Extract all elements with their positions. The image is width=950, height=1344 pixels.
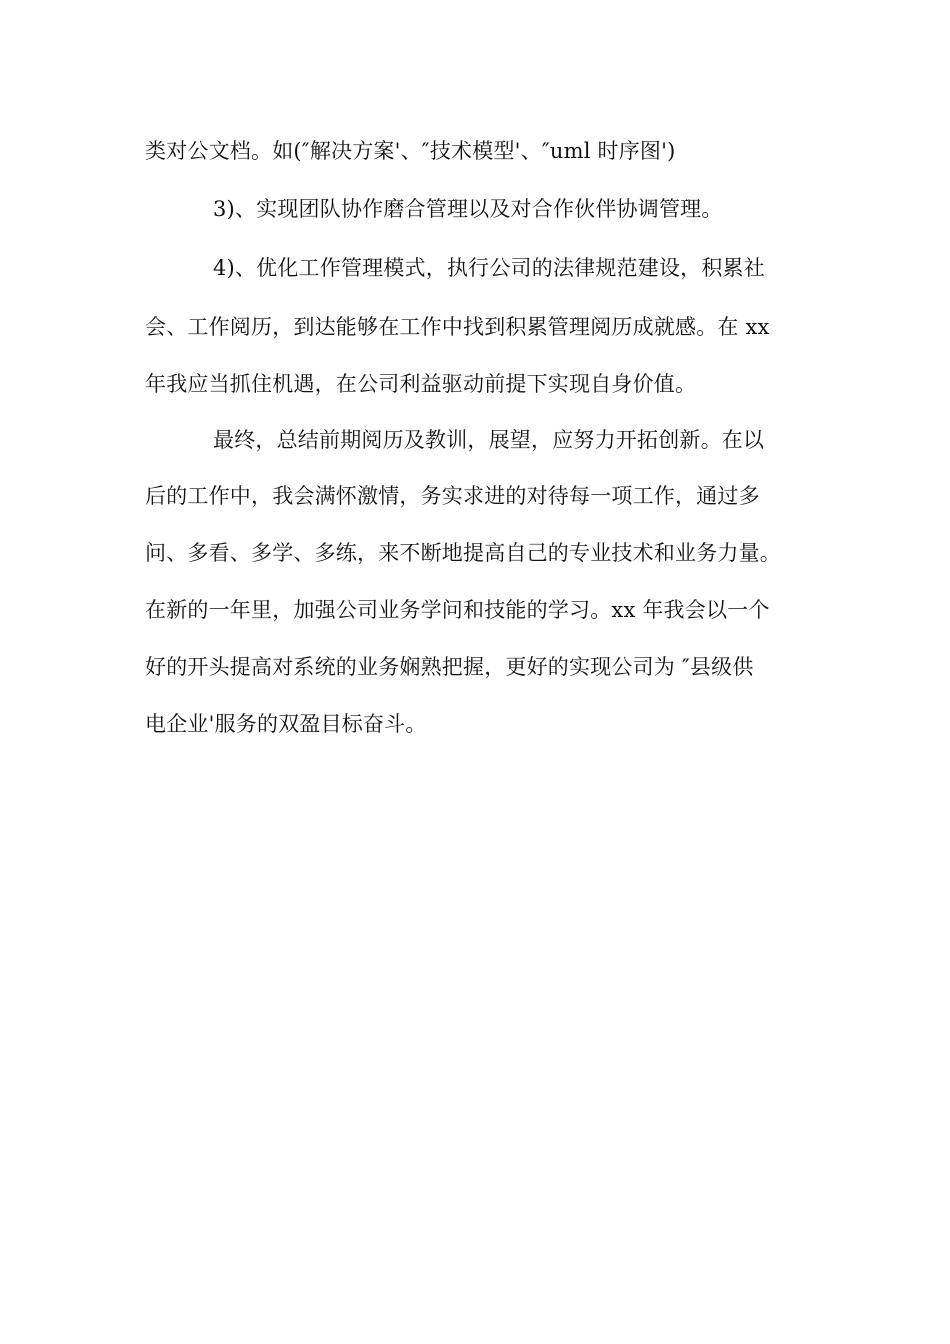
text-line-10: 好的开头提高对系统的业务娴熟把握，更好的实现公司为 ″县级供 xyxy=(145,655,754,679)
text-line-4: 会、工作阅历，到达能够在工作中找到积累管理阅历成就感。在 xx xyxy=(145,315,770,339)
text-line-2: 3)、实现团队协作磨合管理以及对合作伙伴协调管理。 xyxy=(213,197,723,221)
text-line-5: 年我应当抓住机遇，在公司利益驱动前提下实现自身价值。 xyxy=(145,372,697,396)
text-line-11: 电企业'服务的双盈目标奋斗。 xyxy=(145,712,427,736)
text-line-7: 后的工作中，我会满怀激情，务实求进的对待每一项工作，通过多 xyxy=(145,484,760,508)
text-line-9: 在新的一年里，加强公司业务学问和技能的学习。xx 年我会以一个 xyxy=(145,598,770,622)
text-line-6: 最终，总结前期阅历及教训，展望，应努力开拓创新。在以 xyxy=(213,428,765,452)
text-line-3: 4)、优化工作管理模式，执行公司的法律规范建设，积累社 xyxy=(213,256,765,280)
text-line-8: 问、多看、多学、多练，来不断地提高自己的专业技术和业务力量。 xyxy=(145,541,781,565)
text-line-1: 类对公文档。如(″解决方案'、″技术模型'、″uml 时序图') xyxy=(145,139,676,163)
